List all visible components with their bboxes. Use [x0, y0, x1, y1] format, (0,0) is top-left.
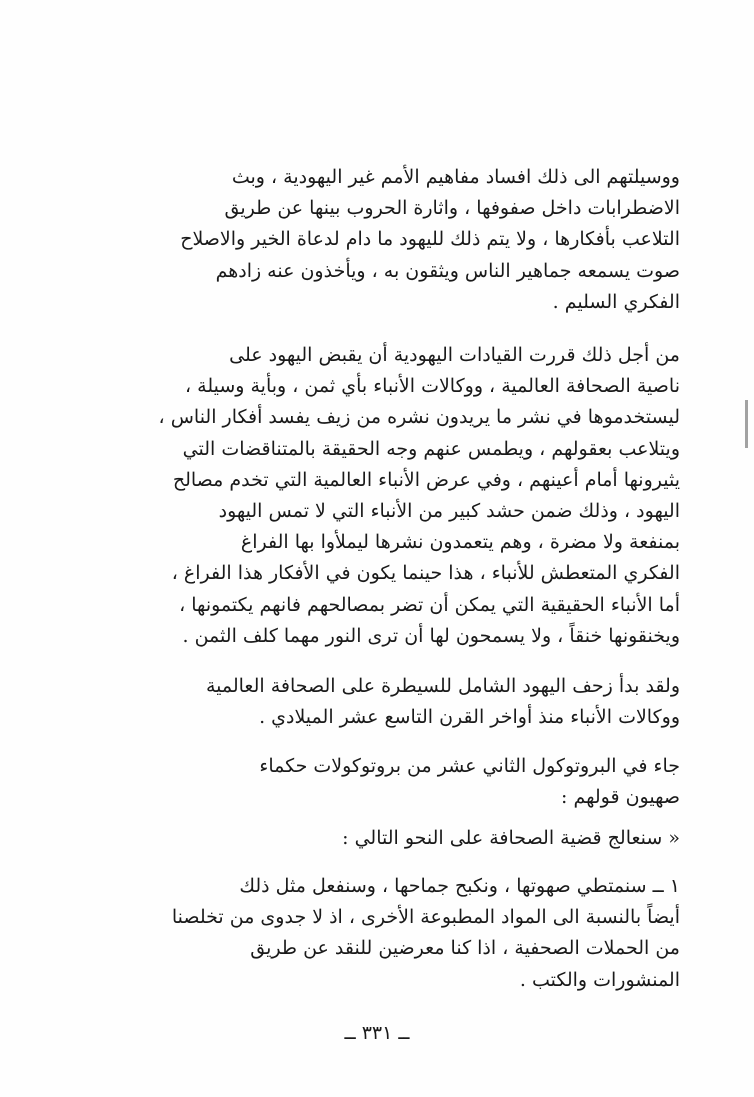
paragraph-3: [132, 671, 680, 733]
text-line: الفكري السليم .: [552, 290, 680, 313]
text-line: المنشورات والكتب .: [519, 968, 680, 991]
paragraph-2: [132, 340, 680, 652]
text-line: بمنفعة ولا مضرة ، وهم يتعمدون نشرها ليملأوا بها الفراغ: [240, 531, 680, 554]
text-line: اليهود ، وذلك ضمن حشد كبير من الأنباء التي لا تمس اليهود: [218, 499, 680, 522]
text-line: جاء في البروتوكول الثاني عشر من بروتوكولات حكماء: [259, 755, 680, 777]
text-line: ولقد بدأ زحف اليهود الشامل للسيطرة على الصحافة العالمية: [205, 675, 680, 697]
text-line: صوت يسمعه جماهير الناس ويثقون به ، ويأخذون عنه زادهم: [215, 259, 680, 282]
paragraph-6: [132, 871, 680, 996]
text-line: من أجل ذلك قررت القيادات اليهودية أن يقبض اليهود على: [229, 344, 680, 366]
text-line: الفكري المتعطش للأنباء ، هذا حينما يكون في الأفكار هذا الفراغ ،: [171, 562, 680, 585]
text-line: ووسيلتهم الى ذلك افساد مفاهيم الأمم غير اليهودية ، وبث: [231, 166, 680, 188]
text-line: من الحملات الصحفية ، اذا كنا معرضين للنقد عن طريق: [250, 937, 680, 960]
paragraph-1: [132, 162, 680, 318]
text-line: الاضطرابات داخل صفوفها ، واثارة الحروب بينها عن طريق: [224, 197, 680, 220]
text-line: ويتلاعب بعقولهم ، ويطمس عنهم وجه الحقيقة بالمتناقضات التي: [182, 437, 680, 460]
text-line: ويخنقونها خنقاً ، ولا يسمحون لها أن ترى النور مهما كلف الثمن .: [182, 624, 680, 647]
paragraph-5: [132, 823, 680, 854]
text-line: التلاعب بأفكارها ، ولا يتم ذلك لليهود ما دام لدعاة الخير والاصلاح: [180, 228, 680, 251]
text-line: ١ ــ سنمتطي صهوتها ، ونكبح جماحها ، وسنفعل مثل ذلك: [239, 875, 680, 897]
text-line: ليستخدموها في نشر ما يريدون نشره من زيف يفسد أفكار الناس ،: [158, 406, 680, 429]
scan-margin-mark: [745, 400, 748, 448]
text-line: يثيرونها أمام أعينهم ، وفي عرض الأنباء العالمية التي تخدم مصالح: [172, 468, 680, 491]
text-line: ووكالات الأنباء منذ أواخر القرن التاسع عشر الميلادي .: [259, 706, 680, 729]
paragraph-4: [132, 751, 680, 813]
text-line: ناصية الصحافة العالمية ، ووكالات الأنباء بأي ثمن ، وبأية وسيلة ،: [184, 375, 680, 398]
text-line: صهيون قولهم :: [561, 786, 680, 809]
text-line: أما الأنباء الحقيقية التي يمكن أن تضر بمصالحهم فانهم يكتمونها ،: [179, 593, 680, 616]
text-line: « سنعالج قضية الصحافة على النحو التالي :: [342, 827, 680, 849]
text-line: أيضاً بالنسبة الى المواد المطبوعة الأخرى ، اذ لا جدوى من تخلصنا: [171, 906, 680, 929]
page-number: ــ ٣٣١ ــ: [344, 1022, 410, 1044]
